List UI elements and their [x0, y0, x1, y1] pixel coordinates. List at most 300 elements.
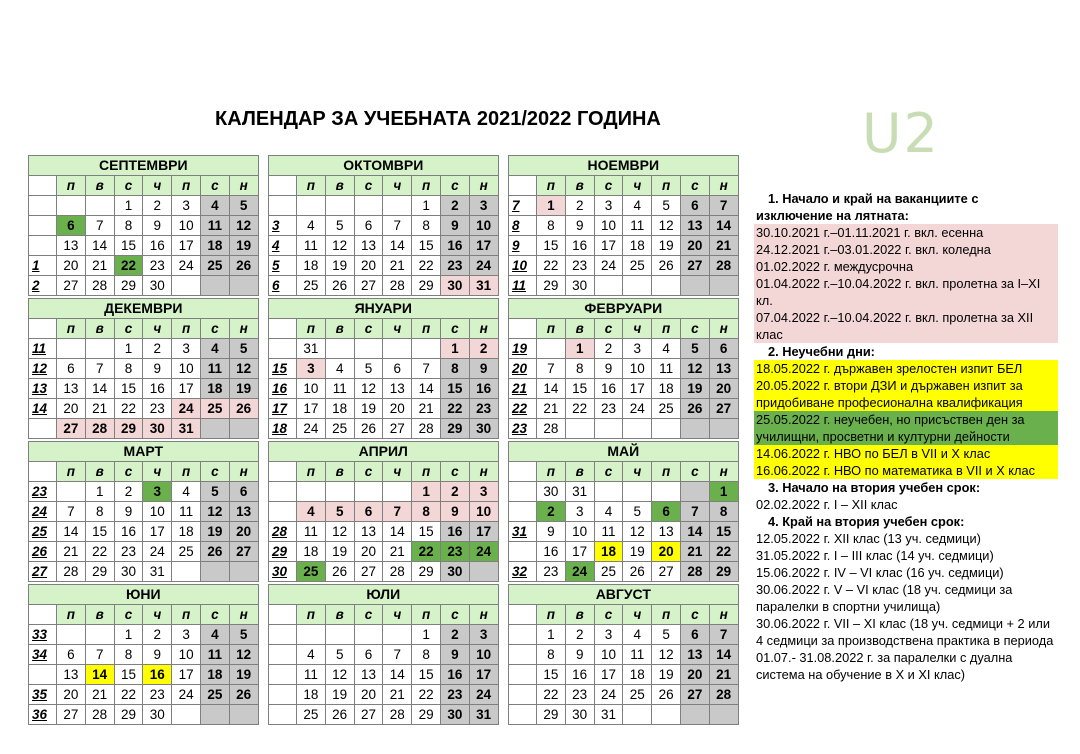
notes-line: 12.05.2022 г. XII клас (13 уч. седмици): [756, 531, 981, 546]
day-cell: 16: [594, 379, 623, 399]
day-cell: [229, 419, 258, 439]
day-cell: 7: [680, 502, 709, 522]
day-cell: 28: [85, 276, 114, 296]
day-cell: 26: [623, 562, 652, 582]
day-cell: 23: [594, 399, 623, 419]
day-header: н: [229, 462, 258, 482]
day-cell: 18: [623, 236, 652, 256]
day-cell: 6: [680, 625, 709, 645]
day-header: п: [537, 319, 566, 339]
day-cell: 12: [354, 379, 383, 399]
day-cell: 26: [229, 256, 258, 276]
day-cell: 26: [680, 399, 709, 419]
day-cell: 1: [537, 625, 566, 645]
day-header: ч: [143, 462, 172, 482]
day-cell: 2: [440, 482, 469, 502]
day-header: в: [565, 462, 594, 482]
day-cell: 4: [652, 339, 681, 359]
day-header: п: [652, 319, 681, 339]
day-cell: 4: [623, 625, 652, 645]
day-cell: 28: [412, 419, 441, 439]
day-cell: 31: [469, 276, 498, 296]
day-cell: 27: [680, 256, 709, 276]
day-header: с: [114, 176, 143, 196]
week-number: 9: [509, 236, 537, 256]
day-cell: 21: [709, 236, 738, 256]
day-cell: 21: [85, 399, 114, 419]
day-cell: 11: [652, 359, 681, 379]
week-number: 19: [509, 339, 537, 359]
week-number: 23: [509, 419, 537, 439]
week-number: [269, 705, 297, 725]
week-number: [29, 665, 57, 685]
day-header: ч: [383, 319, 412, 339]
day-cell: 13: [57, 236, 86, 256]
week-row: [509, 359, 739, 379]
day-cell: 1: [440, 339, 469, 359]
week-number: 3: [269, 216, 297, 236]
day-cell: 22: [412, 256, 441, 276]
day-cell: 20: [354, 256, 383, 276]
day-cell: 13: [354, 236, 383, 256]
day-cell: 16: [440, 665, 469, 685]
day-header: с: [354, 176, 383, 196]
day-cell: 22: [114, 685, 143, 705]
day-cell: 20: [57, 256, 86, 276]
day-cell: 25: [200, 256, 229, 276]
day-cell: 17: [172, 379, 201, 399]
day-cell: 7: [383, 216, 412, 236]
day-cell: 25: [200, 685, 229, 705]
day-cell: 29: [412, 276, 441, 296]
day-cell: 20: [383, 399, 412, 419]
week-row: [29, 482, 259, 502]
week-row: [29, 236, 259, 256]
week-row: [29, 339, 259, 359]
week-number: 25: [29, 522, 57, 542]
day-cell: [652, 419, 681, 439]
day-header: п: [297, 605, 326, 625]
day-cell: [412, 339, 441, 359]
week-row: [269, 705, 499, 725]
day-cell: 19: [200, 522, 229, 542]
day-cell: 19: [325, 542, 354, 562]
day-cell: 17: [594, 665, 623, 685]
notes-line: 20.05.2022 г. втори ДЗИ и държавен изпит за придобиване професионална квалификация: [754, 377, 1058, 411]
week-row: [269, 625, 499, 645]
day-cell: 23: [469, 399, 498, 419]
week-row: [29, 399, 259, 419]
day-cell: 22: [709, 542, 738, 562]
week-number: [269, 645, 297, 665]
week-number: 24: [29, 502, 57, 522]
day-cell: 20: [229, 522, 258, 542]
day-cell: 5: [652, 196, 681, 216]
week-row: [509, 339, 739, 359]
month-10: [268, 584, 499, 725]
week-header: [509, 176, 537, 196]
day-header: н: [469, 462, 498, 482]
month-name: ЮНИ: [29, 585, 259, 605]
day-cell: 26: [652, 685, 681, 705]
day-cell: 24: [297, 419, 326, 439]
week-row: [269, 196, 499, 216]
day-cell: 11: [200, 645, 229, 665]
day-cell: 16: [440, 236, 469, 256]
day-header: с: [594, 176, 623, 196]
day-cell: 10: [297, 379, 326, 399]
day-cell: 29: [412, 705, 441, 725]
week-row: [509, 276, 739, 296]
day-cell: 15: [114, 379, 143, 399]
notes-line: 01.04.2022 г.–10.04.2022 г. вкл. пролетна за I–XI кл.: [754, 275, 1058, 309]
day-cell: 6: [229, 482, 258, 502]
day-header: п: [537, 176, 566, 196]
day-cell: 28: [383, 562, 412, 582]
day-cell: 6: [383, 359, 412, 379]
week-number: [29, 236, 57, 256]
week-header: [509, 319, 537, 339]
week-row: [29, 256, 259, 276]
day-cell: 10: [469, 502, 498, 522]
day-cell: 29: [114, 419, 143, 439]
week-number: 34: [29, 645, 57, 665]
day-cell: 6: [709, 339, 738, 359]
day-cell: 24: [469, 256, 498, 276]
week-number: 21: [509, 379, 537, 399]
day-header: в: [325, 605, 354, 625]
day-cell: 28: [383, 705, 412, 725]
day-header: ч: [143, 319, 172, 339]
day-cell: 11: [623, 645, 652, 665]
day-cell: 8: [114, 645, 143, 665]
day-cell: 29: [412, 562, 441, 582]
day-cell: 11: [594, 522, 623, 542]
day-cell: 9: [565, 645, 594, 665]
day-cell: 23: [537, 562, 566, 582]
day-cell: 17: [594, 236, 623, 256]
day-header: п: [57, 176, 86, 196]
day-header: п: [172, 462, 201, 482]
day-cell: 17: [469, 522, 498, 542]
week-header: [269, 605, 297, 625]
week-row: [509, 379, 739, 399]
day-cell: 20: [57, 399, 86, 419]
day-cell: 7: [537, 359, 566, 379]
day-cell: 16: [143, 236, 172, 256]
day-cell: 19: [325, 685, 354, 705]
day-cell: 20: [57, 685, 86, 705]
day-header: ч: [383, 176, 412, 196]
day-cell: 2: [565, 625, 594, 645]
notes-line: 07.04.2022 г.–10.04.2022 г. вкл. пролетна за XII клас: [754, 309, 1058, 343]
week-row: [29, 276, 259, 296]
day-cell: [383, 482, 412, 502]
week-number: 5: [269, 256, 297, 276]
week-number: 1: [29, 256, 57, 276]
week-number: 29: [269, 542, 297, 562]
week-row: [269, 399, 499, 419]
day-cell: 21: [709, 665, 738, 685]
day-cell: 27: [652, 562, 681, 582]
day-header: с: [354, 462, 383, 482]
day-cell: 18: [200, 379, 229, 399]
notes-line: 30.06.2022 г. VII – XI клас (18 уч. седмици + 2 или 4 седмици за производствена практика в периода 01.07.- 31.08.2022 г. за паралелки с дуална система на обучение в X и XI клас): [756, 616, 1054, 682]
day-cell: 11: [200, 216, 229, 236]
day-cell: 1: [114, 196, 143, 216]
week-number: [269, 482, 297, 502]
day-cell: 15: [412, 236, 441, 256]
day-cell: [383, 196, 412, 216]
day-cell: 11: [172, 502, 201, 522]
day-cell: [537, 339, 566, 359]
notes-line: 15.06.2022 г. IV – VI клас (16 уч. седмици): [756, 565, 1004, 580]
day-cell: 16: [469, 379, 498, 399]
week-row: [509, 482, 739, 502]
week-row: [509, 685, 739, 705]
day-cell: 3: [469, 482, 498, 502]
day-header: ч: [383, 605, 412, 625]
week-number: 15: [269, 359, 297, 379]
day-header: ч: [623, 176, 652, 196]
day-cell: 10: [172, 645, 201, 665]
day-cell: 22: [537, 685, 566, 705]
week-number: 13: [29, 379, 57, 399]
week-number: 20: [509, 359, 537, 379]
day-cell: 18: [297, 256, 326, 276]
day-cell: 1: [85, 482, 114, 502]
day-cell: 13: [57, 379, 86, 399]
day-cell: 18: [594, 542, 623, 562]
day-cell: 5: [325, 216, 354, 236]
day-cell: [354, 625, 383, 645]
day-header: ч: [623, 462, 652, 482]
month-0: [28, 155, 259, 296]
day-cell: 10: [469, 216, 498, 236]
day-cell: 9: [565, 216, 594, 236]
day-cell: 30: [565, 276, 594, 296]
day-cell: 2: [594, 339, 623, 359]
week-number: 17: [269, 399, 297, 419]
day-cell: [200, 562, 229, 582]
day-cell: 4: [172, 482, 201, 502]
day-header: п: [537, 462, 566, 482]
day-cell: [623, 276, 652, 296]
day-cell: 29: [114, 276, 143, 296]
day-cell: 3: [565, 502, 594, 522]
week-row: [269, 236, 499, 256]
week-number: [29, 196, 57, 216]
day-cell: 5: [200, 482, 229, 502]
week-header: [29, 319, 57, 339]
week-row: [269, 542, 499, 562]
day-cell: 9: [440, 645, 469, 665]
day-header: с: [680, 319, 709, 339]
day-cell: 15: [565, 379, 594, 399]
day-cell: 23: [143, 256, 172, 276]
day-cell: 13: [57, 665, 86, 685]
day-cell: 12: [680, 359, 709, 379]
day-cell: [85, 339, 114, 359]
notes-line: 01.02.2022 г. междусрочна: [754, 258, 1058, 275]
week-row: [509, 522, 739, 542]
day-header: с: [680, 176, 709, 196]
week-number: [269, 625, 297, 645]
week-row: [509, 399, 739, 419]
day-cell: 29: [85, 562, 114, 582]
month-11: [508, 584, 739, 725]
day-cell: 13: [354, 522, 383, 542]
day-header: с: [114, 319, 143, 339]
day-cell: 13: [680, 645, 709, 665]
day-header: в: [325, 319, 354, 339]
day-cell: 25: [297, 705, 326, 725]
notes-heading: 2. Неучебни дни:: [768, 344, 875, 359]
day-header: н: [709, 176, 738, 196]
week-row: [29, 705, 259, 725]
week-row: [509, 625, 739, 645]
day-cell: 28: [680, 562, 709, 582]
day-cell: 26: [200, 542, 229, 562]
week-number: [29, 216, 57, 236]
week-row: [29, 645, 259, 665]
day-cell: 17: [172, 236, 201, 256]
day-cell: 23: [143, 399, 172, 419]
month-name: АВГУСТ: [509, 585, 739, 605]
day-cell: 19: [623, 542, 652, 562]
day-cell: 22: [85, 542, 114, 562]
day-cell: [57, 339, 86, 359]
day-cell: 30: [143, 419, 172, 439]
day-cell: 12: [325, 522, 354, 542]
day-cell: 20: [652, 542, 681, 562]
day-cell: 7: [57, 502, 86, 522]
week-row: [29, 502, 259, 522]
day-cell: 20: [354, 542, 383, 562]
day-cell: 10: [143, 502, 172, 522]
day-cell: 12: [623, 522, 652, 542]
day-cell: 22: [565, 399, 594, 419]
day-cell: 26: [325, 562, 354, 582]
day-cell: 23: [114, 542, 143, 562]
day-cell: [594, 482, 623, 502]
day-header: п: [412, 319, 441, 339]
day-cell: 8: [412, 502, 441, 522]
day-header: п: [297, 319, 326, 339]
day-cell: 14: [85, 379, 114, 399]
day-cell: 30: [537, 482, 566, 502]
day-cell: 12: [325, 236, 354, 256]
notes-line: 18.05.2022 г. държавен зрелостен изпит БЕЛ: [754, 360, 1058, 377]
day-header: ч: [623, 319, 652, 339]
day-cell: [325, 196, 354, 216]
day-cell: [297, 482, 326, 502]
day-header: с: [440, 176, 469, 196]
day-cell: 20: [709, 379, 738, 399]
week-row: [269, 562, 499, 582]
day-cell: 4: [200, 196, 229, 216]
day-cell: 5: [229, 196, 258, 216]
day-cell: 14: [383, 522, 412, 542]
day-header: н: [229, 605, 258, 625]
day-cell: 16: [440, 522, 469, 542]
day-cell: [565, 419, 594, 439]
day-header: в: [565, 176, 594, 196]
day-cell: 26: [354, 419, 383, 439]
day-header: с: [200, 462, 229, 482]
notes-heading: 1. Начало и край на ваканциите с: [768, 191, 979, 206]
day-cell: [200, 276, 229, 296]
day-cell: [172, 705, 201, 725]
day-header: п: [57, 462, 86, 482]
day-cell: 30: [440, 276, 469, 296]
day-header: в: [85, 319, 114, 339]
day-header: в: [325, 176, 354, 196]
day-cell: 16: [565, 665, 594, 685]
week-number: [509, 625, 537, 645]
week-number: [509, 482, 537, 502]
day-header: с: [200, 176, 229, 196]
day-cell: 31: [594, 705, 623, 725]
week-number: 12: [29, 359, 57, 379]
day-header: п: [297, 176, 326, 196]
day-header: в: [85, 462, 114, 482]
week-number: 18: [269, 419, 297, 439]
day-cell: 30: [469, 419, 498, 439]
notes-line: 24.12.2021 г.–03.01.2022 г. вкл. коледна: [754, 241, 1058, 258]
month-2: [508, 155, 739, 296]
day-cell: 10: [623, 359, 652, 379]
day-cell: 14: [537, 379, 566, 399]
day-cell: 19: [652, 236, 681, 256]
day-cell: [325, 339, 354, 359]
day-cell: 2: [143, 196, 172, 216]
day-cell: [594, 276, 623, 296]
day-cell: 9: [143, 645, 172, 665]
day-cell: 29: [537, 276, 566, 296]
notes-line: 02.02.2022 г. I – XII клас: [756, 497, 898, 512]
week-row: [269, 359, 499, 379]
day-cell: 25: [297, 276, 326, 296]
day-cell: 3: [297, 359, 326, 379]
day-cell: 22: [440, 399, 469, 419]
week-number: [269, 339, 297, 359]
day-header: п: [412, 176, 441, 196]
day-header: н: [709, 319, 738, 339]
watermark-logo: U2: [862, 102, 940, 165]
day-cell: 11: [200, 359, 229, 379]
week-number: 16: [269, 379, 297, 399]
week-header: [269, 176, 297, 196]
day-cell: 3: [172, 339, 201, 359]
day-cell: 17: [469, 236, 498, 256]
day-header: с: [354, 605, 383, 625]
week-row: [509, 542, 739, 562]
month-name: ОКТОМВРИ: [269, 156, 499, 176]
week-row: [29, 216, 259, 236]
day-cell: 9: [143, 359, 172, 379]
day-header: н: [229, 319, 258, 339]
day-header: п: [652, 176, 681, 196]
week-row: [29, 359, 259, 379]
day-cell: 2: [565, 196, 594, 216]
month-1: [268, 155, 499, 296]
week-header: [509, 462, 537, 482]
day-header: с: [200, 605, 229, 625]
month-8: [508, 441, 739, 582]
day-cell: 23: [440, 685, 469, 705]
day-cell: [354, 196, 383, 216]
